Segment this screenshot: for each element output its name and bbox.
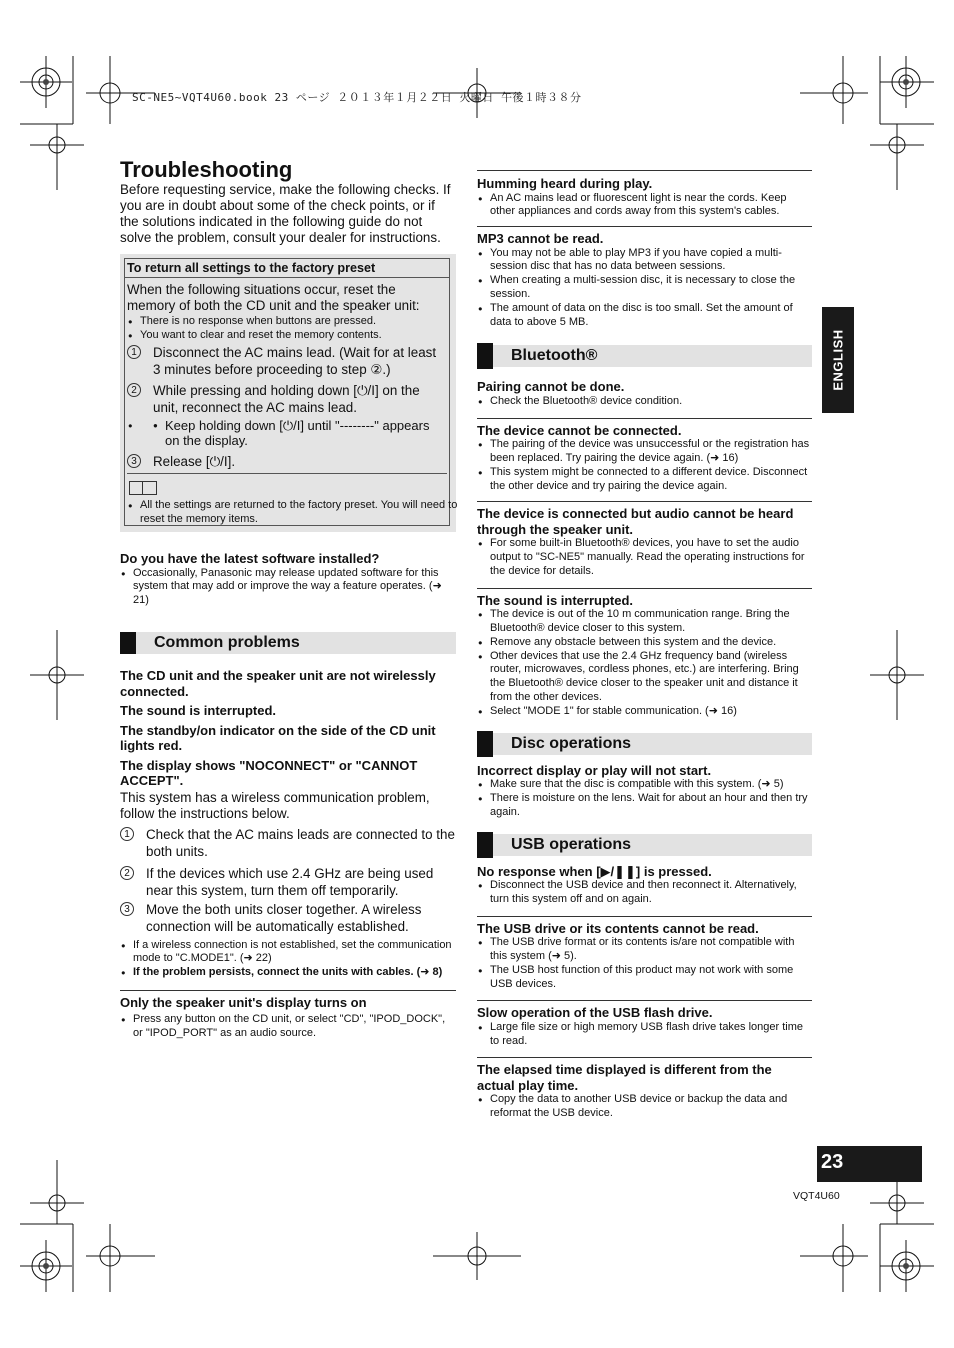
common-step-1: 1 Check that the AC mains leads are connected to the both units. bbox=[120, 826, 456, 860]
print-header: SC-NE5~VQT4U60.book 23 ページ ２０１３年１月２２日 火曜日 午後１時３８分 bbox=[132, 91, 582, 104]
preset-step-2: 2 While pressing and holding down [⏻/I] on the unit, reconnect the AC mains lead. bbox=[127, 382, 447, 416]
preset-lead: When the following situations occur, reset the memory of both the CD unit and the speaker unit: bbox=[127, 282, 420, 313]
disc-answer-1: ● Make sure that the disc is compatible with this system. (➜ 5) bbox=[477, 778, 812, 792]
disc-operations-header: Disc operations bbox=[477, 733, 812, 755]
memo-note-icon bbox=[129, 481, 157, 495]
common-q3: The standby/on indicator on the side of the CD unit lights red. bbox=[120, 722, 436, 753]
intro-text: Before requesting service, make the following checks. If you are in doubt about some of the check points, or if the solutions indicated in the following guide do not solve the problem, consult your dealer for instructions. bbox=[120, 182, 451, 245]
usb2-answer-1: ● The USB drive format or its contents is/are not compatible with this system (➜ 5). bbox=[477, 936, 812, 964]
software-question: Do you have the latest software installed? bbox=[120, 551, 380, 566]
preset-step-1: 1 Disconnect the AC mains lead. (Wait for at least 3 minutes before proceeding to step ②.) bbox=[127, 344, 447, 378]
common-step-3: 3 Move the both units closer together. A wireless connection will be automatically established. bbox=[120, 901, 456, 935]
bt4-answer-1: ● The device is out of the 10 m communication range. Bring the Bluetooth® device closer to this system. bbox=[477, 608, 812, 636]
left-column bbox=[120, 158, 456, 246]
model-code: VQT4U60 bbox=[793, 1190, 840, 1202]
factory-preset-box bbox=[120, 254, 456, 532]
common-step-2: 2 If the devices which use 2.4 GHz are being used near this system, turn them off temporarily. bbox=[120, 865, 456, 899]
bt4-answer-2: ● Remove any obstacle between this system and the device. bbox=[477, 636, 812, 650]
software-section bbox=[120, 551, 456, 608]
bt4-question: The sound is interrupted. bbox=[477, 592, 634, 608]
usb3-question: Slow operation of the USB flash drive. bbox=[477, 1005, 713, 1021]
bluetooth-header: Bluetooth® bbox=[477, 345, 812, 367]
usb2-answer-2: ● The USB host function of this product may not work with some USB devices. bbox=[477, 964, 812, 992]
preset-step-3: 3 Release [⏻/I]. bbox=[127, 453, 447, 470]
disc-answer-2: ● There is moisture on the lens. Wait for about an hour and then try again. bbox=[477, 792, 812, 820]
common-bullet-3: ● Press any button on the CD unit, or select "CD", "IPOD_DOCK", or "IPOD_PORT" as an audio source. bbox=[120, 1013, 456, 1041]
software-answer: ● Occasionally, Panasonic may release updated software for this system that may add or improve the way a feature operates. (➜ 21) bbox=[120, 567, 456, 608]
page-title: Troubleshooting bbox=[120, 157, 293, 182]
common-problems-section bbox=[120, 632, 456, 1041]
preset-note: ● All the settings are returned to the factory preset. You will need to reset the memory items. bbox=[127, 499, 458, 527]
bt2-answer-2: ● This system might be connected to a different device. Disconnect the other device and try pairing the device again. bbox=[477, 466, 812, 494]
preset-sub-bullet: ● ● Keep holding down [⏻/I] until "--------" appears on the display. bbox=[127, 418, 447, 448]
common-text: This system has a wireless communication problem, follow the instructions below. bbox=[120, 789, 430, 821]
usb4-question: The elapsed time displayed is different from the actual play time. bbox=[477, 1062, 772, 1093]
common-problems-header: Common problems bbox=[120, 632, 456, 654]
common-q5: Only the speaker unit's display turns on bbox=[120, 994, 367, 1010]
common-bullet-1: ● If a wireless connection is not established, set the communication mode to "C.MODE1". (➜ 22) bbox=[120, 939, 456, 967]
bt1-answer: ● Check the Bluetooth® device condition. bbox=[477, 395, 812, 409]
hum-question: Humming heard during play. bbox=[477, 176, 653, 191]
bt3-answer: ● For some built-in Bluetooth® devices, you have to set the audio output to "SC-NE5" manually. Read the operating instructions for the device for details. bbox=[477, 537, 812, 578]
bt4-answer-3: ● Other devices that use the 2.4 GHz frequency band (wireless router, microwaves, cordless phones, etc.) are interfering. Bring the Bluetooth® device closer to the speaker unit and distance it from the other devices. bbox=[477, 650, 812, 705]
common-q4: The display shows "NOCONNECT" or "CANNOT ACCEPT". bbox=[120, 757, 418, 788]
mp3-answer-2: ● When creating a multi-session disc, it is necessary to close the session. bbox=[477, 274, 812, 302]
bt2-answer-1: ● The pairing of the device was unsuccessful or the registration has been replaced. Try pairing the device again. (➜ 16) bbox=[477, 438, 812, 466]
factory-preset-frame bbox=[124, 258, 458, 526]
preset-heading: To return all settings to the factory preset bbox=[127, 261, 376, 275]
disc-question: Incorrect display or play will not start. bbox=[477, 762, 712, 778]
common-bullet-2: ● If the problem persists, connect the units with cables. (➜ 8) bbox=[120, 966, 456, 980]
usb4-answer: ● Copy the data to another USB device or backup the data and reformat the USB device. bbox=[477, 1093, 812, 1121]
bt3-question: The device is connected but audio cannot be heard through the speaker unit. bbox=[477, 506, 794, 537]
bt4-answer-4: ● Select "MODE 1" for stable communication. (➜ 16) bbox=[477, 705, 812, 719]
language-tab: ENGLISH bbox=[822, 307, 854, 413]
hum-answer: ● An AC mains lead or fluorescent light is near the cords. Keep other appliances and cords away from this system's cables. bbox=[477, 192, 812, 220]
usb3-answer: ● Large file size or high memory USB flash drive takes longer time to read. bbox=[477, 1021, 812, 1049]
common-q1: The CD unit and the speaker unit are not wirelessly connected. bbox=[120, 668, 436, 699]
common-q2: The sound is interrupted. bbox=[120, 703, 277, 718]
usb2-question: The USB drive or its contents cannot be read. bbox=[477, 920, 759, 936]
preset-bullet: ● There is no response when buttons are pressed. bbox=[127, 315, 447, 329]
page-number: 23 bbox=[817, 1146, 922, 1182]
mp3-question: MP3 cannot be read. bbox=[477, 231, 604, 247]
preset-bullet: ● You want to clear and reset the memory contents. bbox=[127, 329, 447, 343]
usb1-question: No response when [▶/❚❚] is pressed. bbox=[477, 863, 712, 879]
right-column bbox=[477, 170, 812, 1121]
mp3-answer-1: ● You may not be able to play MP3 if you have copied a multi-session disc that has no data between sessions. bbox=[477, 247, 812, 275]
bt2-question: The device cannot be connected. bbox=[477, 422, 682, 438]
usb1-answer: ● Disconnect the USB device and then reconnect it. Alternatively, turn this system off and on again. bbox=[477, 879, 812, 907]
mp3-answer-3: ● The amount of data on the disc is too small. Set the amount of data to above 5 MB. bbox=[477, 302, 812, 330]
usb-operations-header: USB operations bbox=[477, 834, 812, 856]
bt1-question: Pairing cannot be done. bbox=[477, 379, 625, 395]
